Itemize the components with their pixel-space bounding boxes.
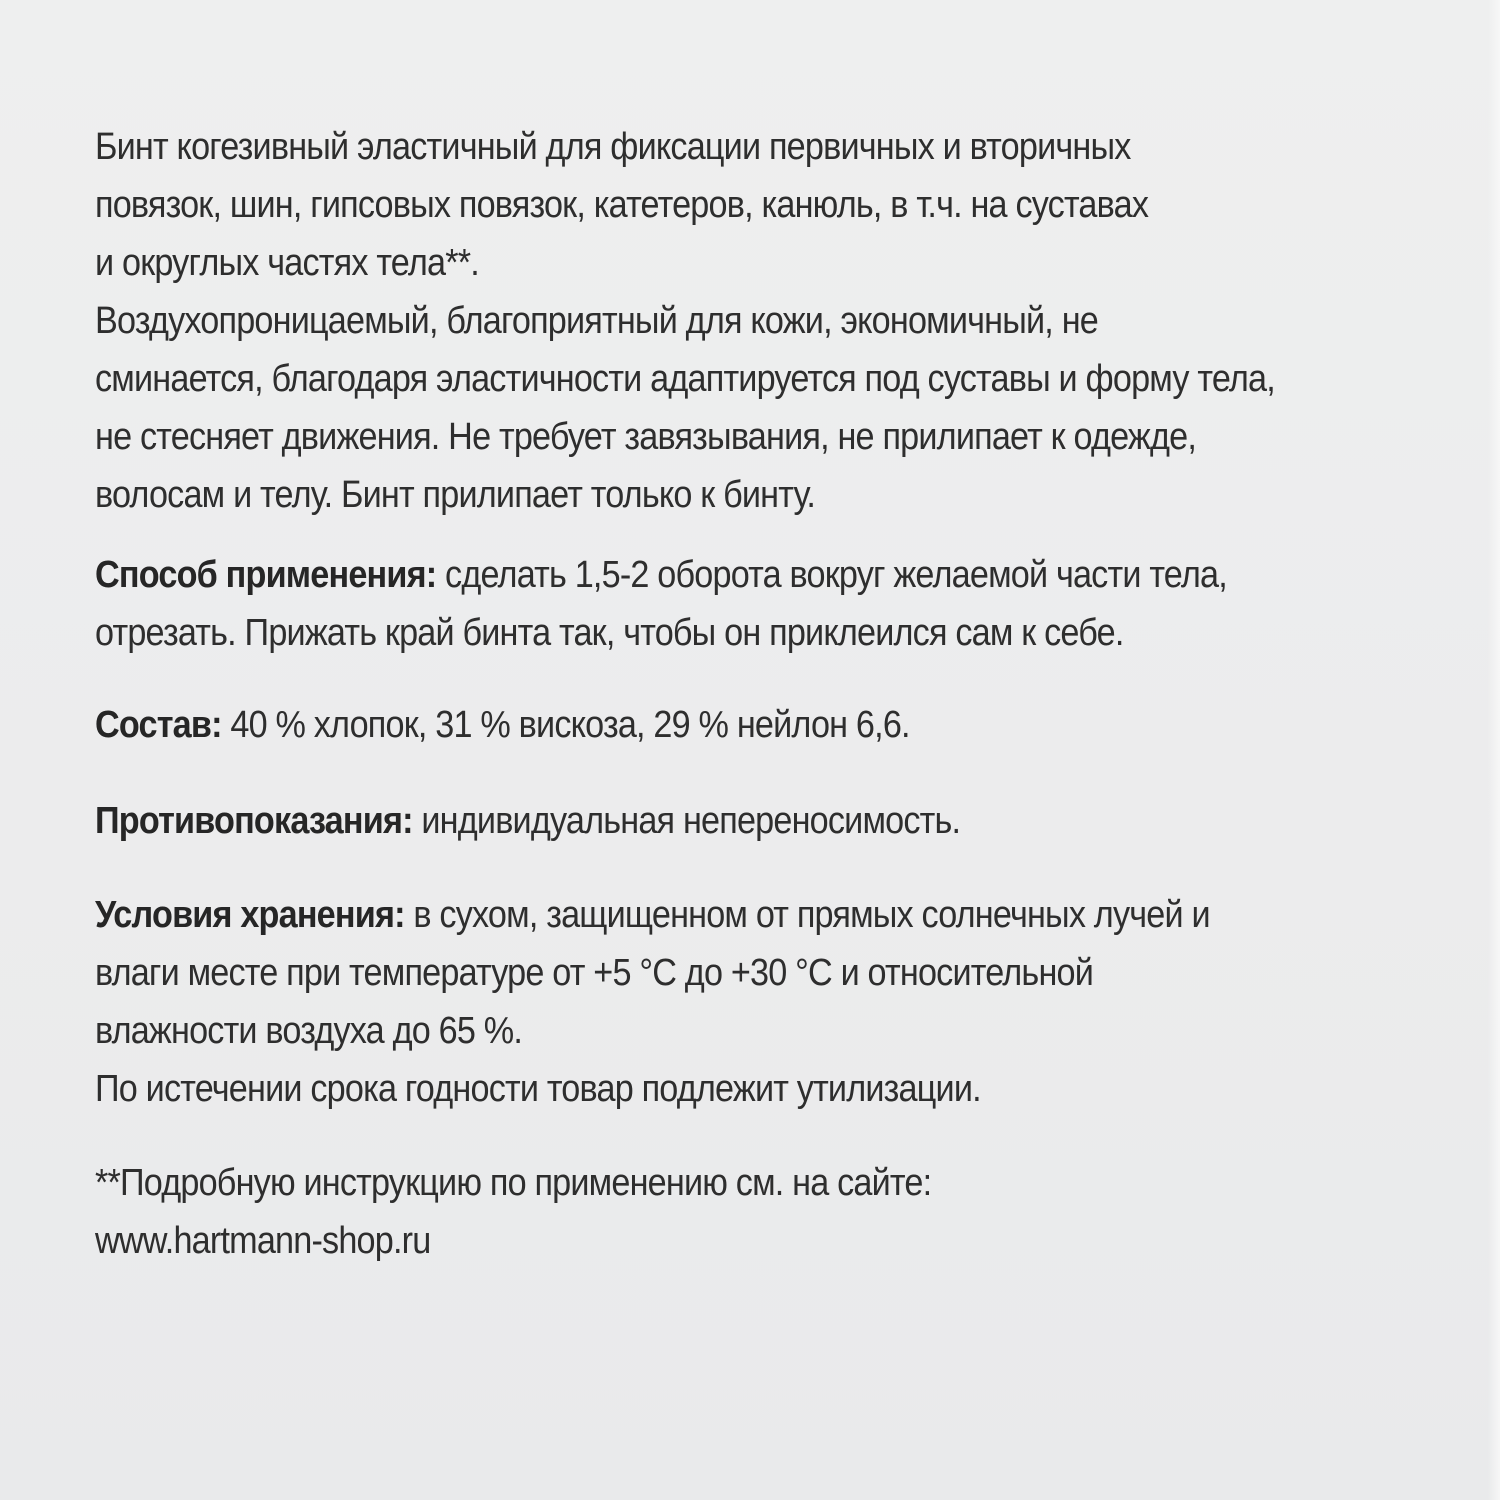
- footnote-line: **Подробную инструкцию по применению см. на сайте:: [95, 1162, 932, 1204]
- contraindications-label: Противопоказания:: [95, 800, 413, 842]
- composition-text: 40 % хлопок, 31 % вискоза, 29 % нейлон 6,6.: [221, 704, 910, 746]
- website-link[interactable]: www.hartmann-shop.ru: [95, 1220, 431, 1262]
- footnote-block: [95, 1154, 1301, 1270]
- description-line: Воздухопроницаемый, благоприятный для кожи, экономичный, не: [95, 300, 1098, 342]
- storage-line: По истечении срока годности товар подлежит утилизации.: [95, 1068, 981, 1110]
- contraindications-block: [95, 792, 1301, 850]
- storage-line: влаги месте при температуре от +5 °С до +30 °С и относительной: [95, 952, 1094, 994]
- contraindications-text: индивидуальная непереносимость.: [412, 800, 961, 842]
- usage-block: [95, 546, 1301, 662]
- storage-block: [95, 886, 1301, 1118]
- composition-line: [95, 696, 1301, 754]
- storage-label: Условия хранения:: [95, 894, 405, 936]
- usage-line: [95, 546, 1301, 604]
- description-line: и округлых частях тела**.: [95, 242, 479, 284]
- storage-text: в сухом, защищенном от прямых солнечных лучей и: [404, 894, 1210, 936]
- panel-edge: [1488, 0, 1500, 1500]
- description-block: [95, 118, 1301, 524]
- contraindications-line: [95, 792, 1301, 850]
- composition-label: Состав:: [95, 704, 222, 746]
- storage-line: [95, 886, 1301, 944]
- description-line: Бинт когезивный эластичный для фиксации первичных и вторичных: [95, 126, 1131, 168]
- description-line: сминается, благодаря эластичности адаптируется под суставы и форму тела,: [95, 358, 1275, 400]
- description-line: повязок, шин, гипсовых повязок, катетеров, канюль, в т.ч. на суставах: [95, 184, 1149, 226]
- usage-line: отрезать. Прижать край бинта так, чтобы он приклеился сам к себе.: [95, 612, 1124, 654]
- usage-text: сделать 1,5-2 оборота вокруг желаемой части тела,: [436, 554, 1227, 596]
- storage-line: влажности воздуха до 65 %.: [95, 1010, 523, 1052]
- composition-block: [95, 696, 1301, 754]
- description-line: не стесняет движения. Не требует завязывания, не прилипает к одежде,: [95, 416, 1197, 458]
- description-line: волосам и телу. Бинт прилипает только к бинту.: [95, 474, 816, 516]
- instruction-text: [95, 118, 1301, 1270]
- usage-label: Способ применения:: [95, 554, 437, 596]
